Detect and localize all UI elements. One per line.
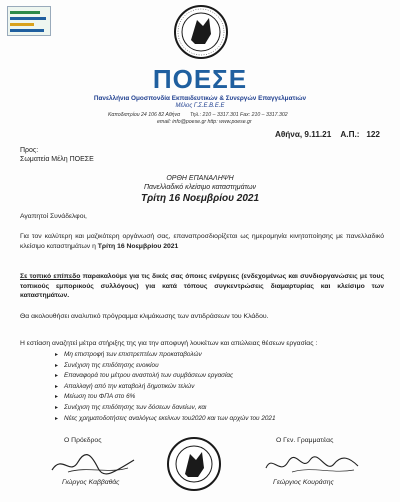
paragraph-date — [20, 232, 384, 251]
partner-logo — [7, 6, 51, 42]
heading-date: Τρίτη 16 Νοεμβρίου 2021 — [140, 193, 260, 204]
measures-list — [55, 350, 276, 424]
place-date: Αθήνα, 9.11.21 — [274, 130, 332, 139]
organization-name: ΠΟΕΣΕ — [152, 64, 248, 94]
recipient-label: Προς: — [20, 147, 39, 154]
list-item: ▸ Νέες χρηματοδοτήσεις αναλόγως εκείνων του2020 και των αρχών του 2021 — [55, 414, 276, 425]
recipient-value: Σωματεία Μέλη ΠΟΕΣΕ — [20, 156, 94, 163]
president-signature — [48, 450, 138, 478]
paragraph-local-lead: Σε τοπικό επίπεδο — [20, 273, 81, 280]
organization-phone: Τηλ.: 210 – 3317.301 Fax: 210 – 3317.302 — [190, 112, 288, 118]
paragraph-date-highlight: Τρίτη 16 Νοεμβρίου 2021 — [97, 242, 179, 250]
list-item: ▸ Απαλλαγή από την καταβολή δημοτικών τελών — [55, 382, 276, 393]
secretary-signature — [262, 452, 362, 478]
paragraph-local-text: παρακαλούμε για τις δικές σας όποιες ενέργειες (ενδεχομένως και συνδιοργανώσεις με τους τοπικούς εμπορικούς συλλόγους) για κατά τόπους συγκεντρώσεις διαμαρτυρίας και κλείσιμο των καταστημάτων. — [20, 273, 384, 300]
paragraph-local — [20, 272, 384, 301]
paragraph-date-text: Για τον καλύτερη και μαζικότερη οργάνωσή σας, επαναπροσδιορίζεται ως ημερομηνία κινητοποίησης με πανελλαδικό κλείσιμο καταστημάτων η — [20, 233, 384, 250]
list-item: ▸ Επαναφορά του μέτρου αναστολή των συμβάσεων εργασίας — [55, 371, 276, 382]
list-item: ▸ Συνέχιση της επιδότησης ενοικίου — [55, 361, 276, 372]
greeting: Αγαπητοί Συνάδελφοι, — [20, 213, 87, 220]
heading-subject: Πανελλαδικό κλείσιμο καταστημάτων — [143, 184, 257, 191]
president-title: Ο Πρόεδρος — [64, 437, 102, 444]
document-meta — [275, 130, 380, 139]
president-name: Γιώργος Καββαθάς — [62, 479, 120, 486]
protocol-number: 122 — [366, 130, 380, 139]
protocol-label: Α.Π.: — [340, 130, 360, 139]
organization-full-name: Πανελλήνια Ομοσπονδία Εκπαιδευτικών & Συνεργών Επαγγελματιών — [93, 95, 307, 102]
list-item: ▸ Μη επιστροφή των επιστρεπτέων προκαταβολών — [55, 350, 276, 361]
list-item: ▸ Συνέχιση της επιδότησης των δόσεων δανείων, και — [55, 403, 276, 414]
secretary-name: Γεώργιος Κουράσης — [273, 479, 334, 486]
official-seal — [166, 436, 222, 492]
heading-correction: ΟΡΘΗ ΕΠΑΝΑΛΗΨΗ — [166, 175, 234, 182]
secretary-title: Ο Γεν. Γραμματέας — [276, 437, 334, 444]
federation-emblem — [173, 4, 229, 60]
paragraph-measures-intro: Η εστίαση αναζητεί μέτρα στήριξης της για την αποφυγή λουκέτων και απώλειας θέσεων εργασίας : — [20, 340, 318, 347]
organization-member: Μέλος Γ.Σ.Ε.Β.Ε.Ε — [175, 103, 225, 109]
paragraph-program: Θα ακολουθήσει αναλυτικό πρόγραμμα κλιμάκωσης των αντιδράσεων του Κλάδου. — [20, 313, 269, 320]
list-item: ▸ Μείωση του ΦΠΑ στο 6% — [55, 392, 276, 403]
organization-email: email: info@poese.gr http: www.poese.gr — [157, 119, 252, 125]
organization-address: Καποδιστρίου 24 106 82 Αθήνα — [108, 112, 181, 118]
